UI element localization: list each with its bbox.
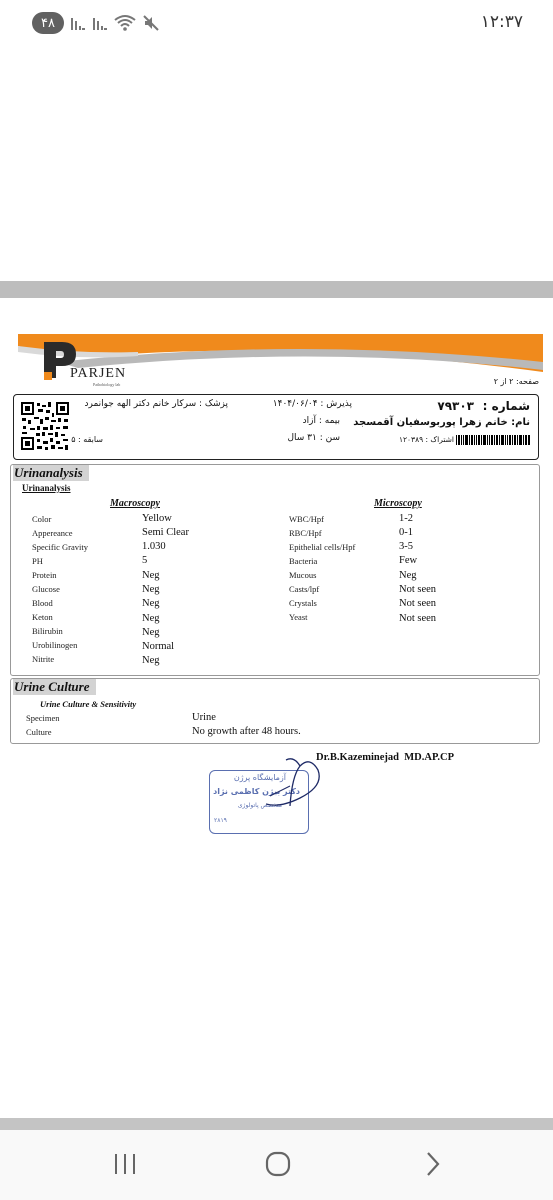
microscopy-label: RBC/Hpf xyxy=(289,528,322,538)
viewer-bottom-border xyxy=(0,1118,553,1130)
urine-culture-subtitle: Urine Culture & Sensitivity xyxy=(40,699,137,709)
urine-culture-section-title: Urine Culture xyxy=(13,679,96,695)
microscopy-value: Few xyxy=(399,555,418,566)
microscopy-label: Mucous xyxy=(289,570,317,580)
notification-count-badge: ۴۸ xyxy=(32,12,64,34)
macroscopy-label: Urobilinogen xyxy=(32,640,78,650)
microscopy-label: Yeast xyxy=(289,612,308,622)
microscopy-value: 1-2 xyxy=(399,513,413,524)
macroscopy-value: Neg xyxy=(142,598,160,609)
microscopy-label: Casts/lpf xyxy=(289,584,320,594)
macroscopy-value: 5 xyxy=(142,555,148,566)
culture-label: Specimen xyxy=(26,713,60,723)
macroscopy-header: Macroscopy xyxy=(110,498,160,509)
admission-date: پذیرش : ۱۴۰۴/۰۶/۰۴ xyxy=(272,399,352,409)
macroscopy-value: Neg xyxy=(142,613,160,624)
macroscopy-label: Blood xyxy=(32,598,53,608)
macroscopy-label: Nitrite xyxy=(32,654,55,664)
recent-apps-icon xyxy=(113,1153,137,1175)
recent-apps-button[interactable] xyxy=(95,1144,155,1184)
home-button[interactable] xyxy=(248,1144,308,1184)
stamp-line-2: دکتر بیژن کاظمی نژاد xyxy=(213,787,300,796)
macroscopy-value: 1.030 xyxy=(142,541,166,552)
microscopy-value: 0-1 xyxy=(399,527,413,538)
macroscopy-value: Normal xyxy=(142,641,175,652)
patient-number-value: ۷۹۳۰۳ xyxy=(437,399,474,413)
macroscopy-label: Keton xyxy=(32,612,53,622)
macroscopy-label: Bilirubin xyxy=(32,626,63,636)
back-button[interactable] xyxy=(403,1144,463,1184)
microscopy-header: Microscopy xyxy=(374,498,422,509)
microscopy-value: 3-5 xyxy=(399,541,413,552)
signal-strength-2-icon xyxy=(92,15,108,31)
macroscopy-value: Neg xyxy=(142,570,160,581)
clock: ۱۲:۳۷ xyxy=(480,12,523,32)
wifi-icon xyxy=(114,14,136,32)
macroscopy-label: PH xyxy=(32,556,43,566)
patient-number-label: شماره : xyxy=(482,399,530,413)
navigation-bar xyxy=(0,1130,553,1200)
microscopy-value: Not seen xyxy=(399,598,437,609)
lab-tagline: Pathobiology lab xyxy=(93,382,121,387)
insurance: بیمه : آزاد xyxy=(302,416,340,426)
patient-age: سن : ۳۱ سال xyxy=(287,433,340,443)
signing-doctor: Dr.B.Kazeminejad MD.AP.CP xyxy=(316,752,455,763)
microscopy-value: Neg xyxy=(399,570,417,581)
signal-strength-icon xyxy=(70,15,86,31)
microscopy-label: Bacteria xyxy=(289,556,318,566)
culture-label: Culture xyxy=(26,727,52,737)
patient-info-box xyxy=(13,394,539,460)
back-chevron-icon xyxy=(425,1151,441,1177)
urinalysis-section xyxy=(10,464,540,676)
stamp-line-3: متخصص پاتولوژی xyxy=(237,802,282,809)
signature-scribble xyxy=(230,746,330,826)
history-count: سابقه : ۵ xyxy=(71,435,103,444)
qr-code xyxy=(20,401,70,451)
home-icon xyxy=(265,1151,291,1177)
macroscopy-label: Glucose xyxy=(32,584,60,594)
status-icons xyxy=(70,13,160,33)
culture-value: Urine xyxy=(192,712,216,723)
microscopy-label: WBC/Hpf xyxy=(289,514,324,524)
page-number: صفحه: ۲ از ۲ xyxy=(493,377,539,386)
microscopy-value: Not seen xyxy=(399,613,437,624)
macroscopy-label: Specific Gravity xyxy=(32,542,88,552)
macroscopy-value: Yellow xyxy=(142,513,172,524)
barcode xyxy=(456,435,530,445)
viewer-top-border xyxy=(0,281,553,298)
microscopy-value: Not seen xyxy=(399,584,437,595)
referring-doctor: پزشک : سرکار خانم دکتر الهه جوانمرد xyxy=(84,399,228,409)
urinalysis-subtitle: Urinanalysis xyxy=(22,483,71,493)
microscopy-label: Epithelial cells/Hpf xyxy=(289,542,356,552)
urinalysis-section-title: Urinanalysis xyxy=(13,465,89,481)
microscopy-label: Crystals xyxy=(289,598,317,608)
macroscopy-value: Neg xyxy=(142,584,160,595)
mute-icon xyxy=(142,14,160,32)
macroscopy-label: Protein xyxy=(32,570,57,580)
stamp-line-1: آزمایشگاه پرژن xyxy=(233,773,286,782)
patient-name: نام: خانم زهرا پوربوسفیان آقمسجد xyxy=(353,417,530,428)
lab-name: PARJEN xyxy=(70,366,127,381)
culture-value: No growth after 48 hours. xyxy=(192,726,301,737)
subscription-number: اشتراک : ۱۲۰۳۸۹ xyxy=(398,435,454,444)
macroscopy-label: Color xyxy=(32,514,52,524)
urine-culture-section xyxy=(10,678,540,744)
status-bar xyxy=(0,0,553,46)
stamp-code: ۲۸۱۹ xyxy=(214,817,227,824)
macroscopy-value: Semi Clear xyxy=(142,527,189,538)
macroscopy-label: Appereance xyxy=(32,528,73,538)
macroscopy-value: Neg xyxy=(142,627,160,638)
macroscopy-value: Neg xyxy=(142,655,160,666)
